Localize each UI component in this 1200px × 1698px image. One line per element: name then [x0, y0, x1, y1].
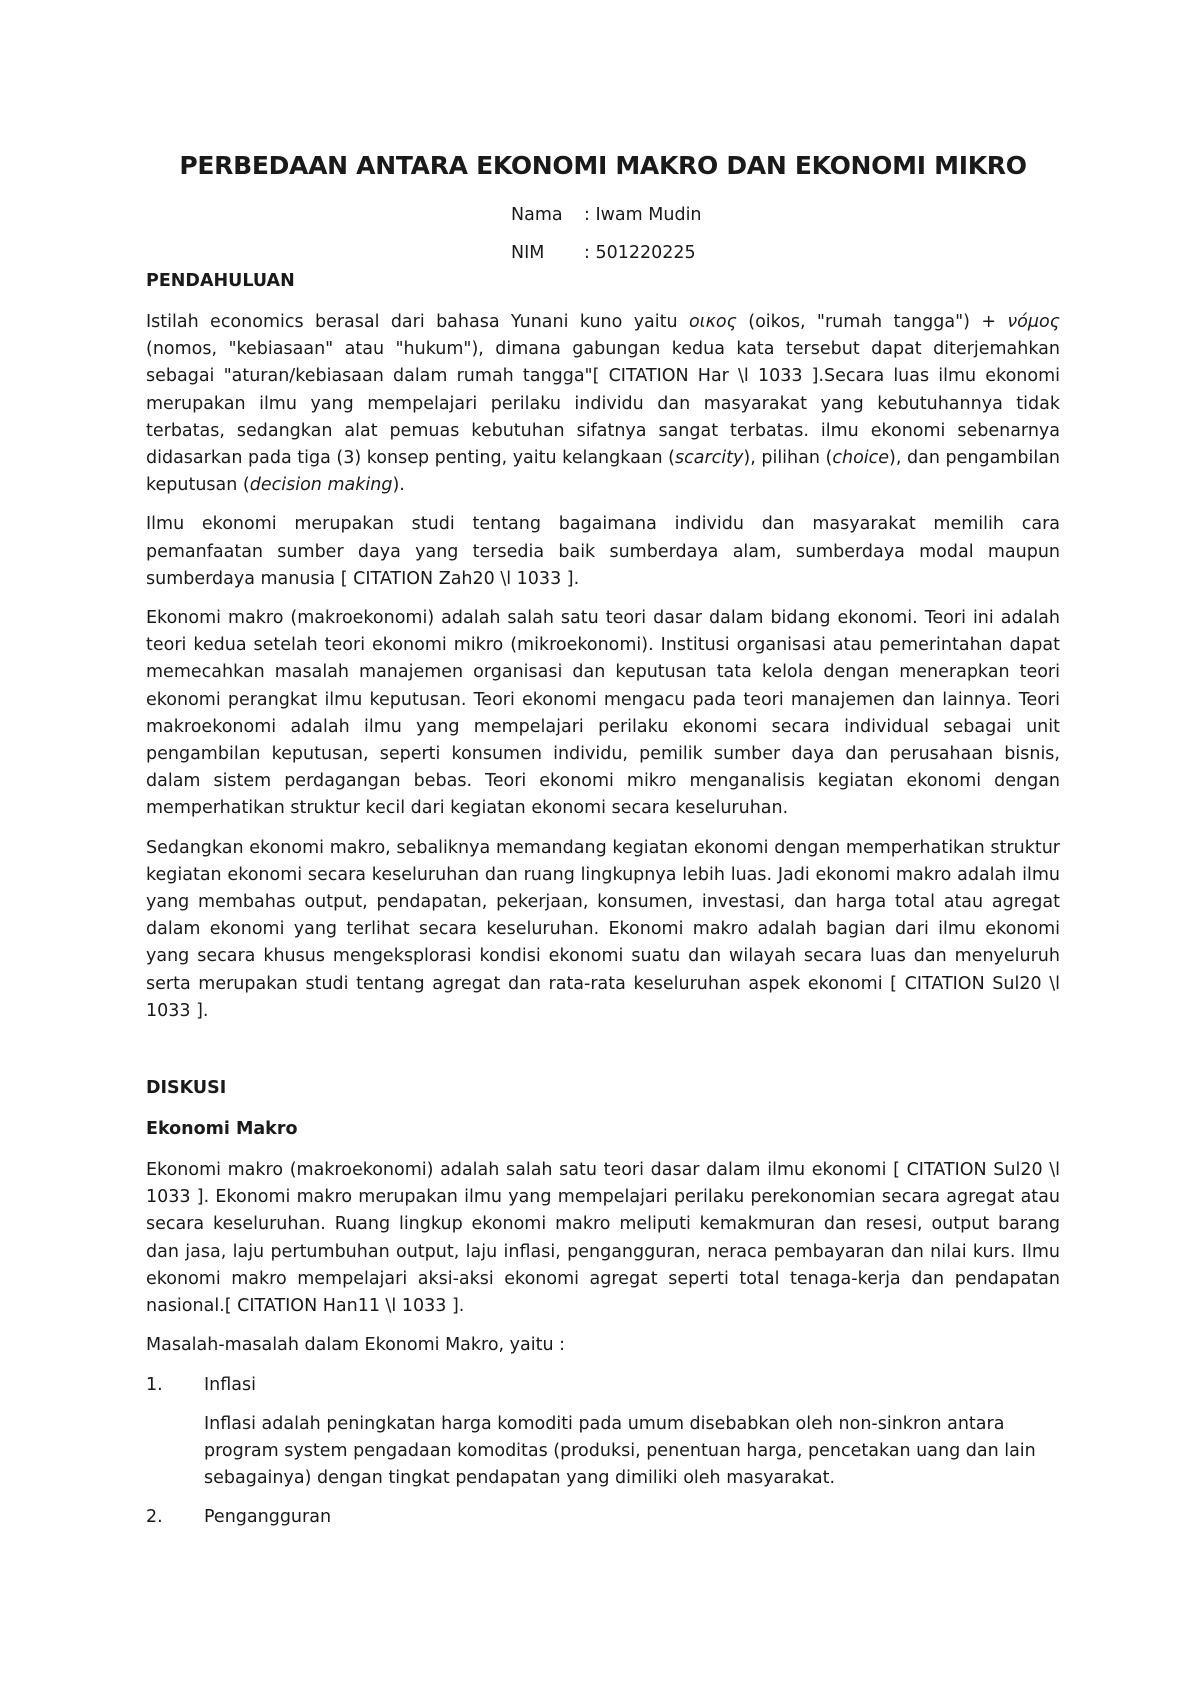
author-label: Nama: [511, 205, 563, 225]
author-value: : Iwam Mudin: [584, 205, 702, 225]
list-number: 2.: [146, 1507, 163, 1528]
document-content: [146, 148, 1060, 1543]
nim-value: : 501220225: [584, 243, 696, 263]
discussion-subheading: Ekonomi Makro: [146, 1119, 298, 1140]
intro-paragraph-3: Ekonomi makro (makroekonomi) adalah salah satu teori dasar dalam bidang ekonomi. Teori ini adalah teori kedua setelah teori ekonomi mikro (mikroekonomi). Institusi organisasi atau pemerintahan dapat memecahkan masalah manajemen organisasi dan keputusan tata kelola dengan menerapkan teori ekonomi perangkat ilmu keputusan. Teori ekonomi mengacu pada teori manajemen dan lainnya. Teori makroekonomi adalah ilmu yang mempelajari perilaku ekonomi secara individual sebagai unit pengambilan keputusan, seperti konsumen individu, pemilik sumber daya dan perusahaan bisnis, dalam sistem perdagangan bebas. Teori ekonomi mikro menganalisis kegiatan ekonomi dengan memperhatikan struktur kecil dari kegiatan ekonomi secara keseluruhan.: [146, 608, 1060, 819]
discussion-heading: DISKUSI: [146, 1078, 227, 1099]
list-item-pengangguran: [146, 1504, 1060, 1531]
list-item-inflasi: [146, 1372, 1060, 1399]
list-number: 1.: [146, 1374, 163, 1395]
author-line: [146, 196, 1060, 234]
document-title: PERBEDAAN ANTARA EKONOMI MAKRO DAN EKONOMI MIKRO: [179, 151, 1027, 180]
intro-heading: PENDAHULUAN: [146, 271, 295, 291]
nim-line: [146, 234, 1060, 272]
intro-paragraph-4: Sedangkan ekonomi makro, sebaliknya memandang kegiatan ekonomi dengan memperhatikan struktur kegiatan ekonomi secara keseluruhan dan ruang lingkupnya lebih luas. Jadi ekonomi makro adalah ilmu yang membahas output, pendapatan, pekerjaan, konsumen, investasi, dan harga total atau agregat dalam ekonomi yang terlihat secara keseluruhan. Ekonomi makro adalah bagian dari ilmu ekonomi yang secara khusus mengeksplorasi kondisi ekonomi suatu dan wilayah secara luas dan menyeluruh serta merupakan studi tentang agregat dan rata-rata keseluruhan aspek ekonomi [ CITATION Sul20 \l 1033 ].: [146, 837, 1060, 1021]
intro-paragraph-1: Istilah economics berasal dari bahasa Yunani kuno yaitu οικος (oikos, "rumah tangga") + νόμος (nomos, "kebiasaan" atau "hukum"), dimana gabungan kedua kata tersebut dapat diterjemahkan sebagai "aturan/kebiasaan dalam rumah tangga"[ CITATION Har \l 1033 ].Secara luas ilmu ekonomi merupakan ilmu yang mempelajari perilaku individu dan masyarakat yang kebutuhannya tidak terbatas, sedangkan alat pemuas kebutuhan sifatnya sangat terbatas. ilmu ekonomi sebenarnya didasarkan pada tiga (3) konsep penting, yaitu kelangkaan (scarcity), pilihan (choice), dan pengambilan keputusan (decision making).: [146, 312, 1060, 496]
nim-label: NIM: [511, 243, 545, 263]
intro-paragraph-2: Ilmu ekonomi merupakan studi tentang bagaimana individu dan masyarakat memilih cara pemanfaatan sumber daya yang tersedia baik sumberdaya alam, sumberdaya modal maupun sumberdaya manusia [ CITATION Zah20 \l 1033 ].: [146, 514, 1060, 589]
list-item-title: Inflasi: [204, 1374, 256, 1395]
list-intro: Masalah-masalah dalam Ekonomi Makro, yaitu :: [146, 1335, 566, 1356]
list-item-title: Pengangguran: [204, 1507, 332, 1528]
discussion-paragraph-1: Ekonomi makro (makroekonomi) adalah salah satu teori dasar dalam ilmu ekonomi [ CITATION Sul20 \l 1033 ]. Ekonomi makro merupakan ilmu yang mempelajari perilaku perekonomian secara agregat atau secara keseluruhan. Ruang lingkup ekonomi makro meliputi kemakmuran dan resesi, output barang dan jasa, laju pertumbuhan output, laju inflasi, pengangguran, neraca pembayaran dan nilai kurs. Ilmu ekonomi makro mempelajari aksi-aksi ekonomi agregat seperti total tenaga-kerja dan pendapatan nasional.[ CITATION Han11 \l 1033 ].: [146, 1160, 1060, 1317]
list-item-body: Inflasi adalah peningkatan harga komoditi pada umum disebabkan oleh non-sinkron antara program system pengadaan komoditas (produksi, penentuan harga, pencetakan uang dan lain sebagainya) dengan tingkat pendapatan yang dimiliki oleh masyarakat.: [204, 1413, 1036, 1488]
section-spacer: [146, 1037, 1060, 1075]
